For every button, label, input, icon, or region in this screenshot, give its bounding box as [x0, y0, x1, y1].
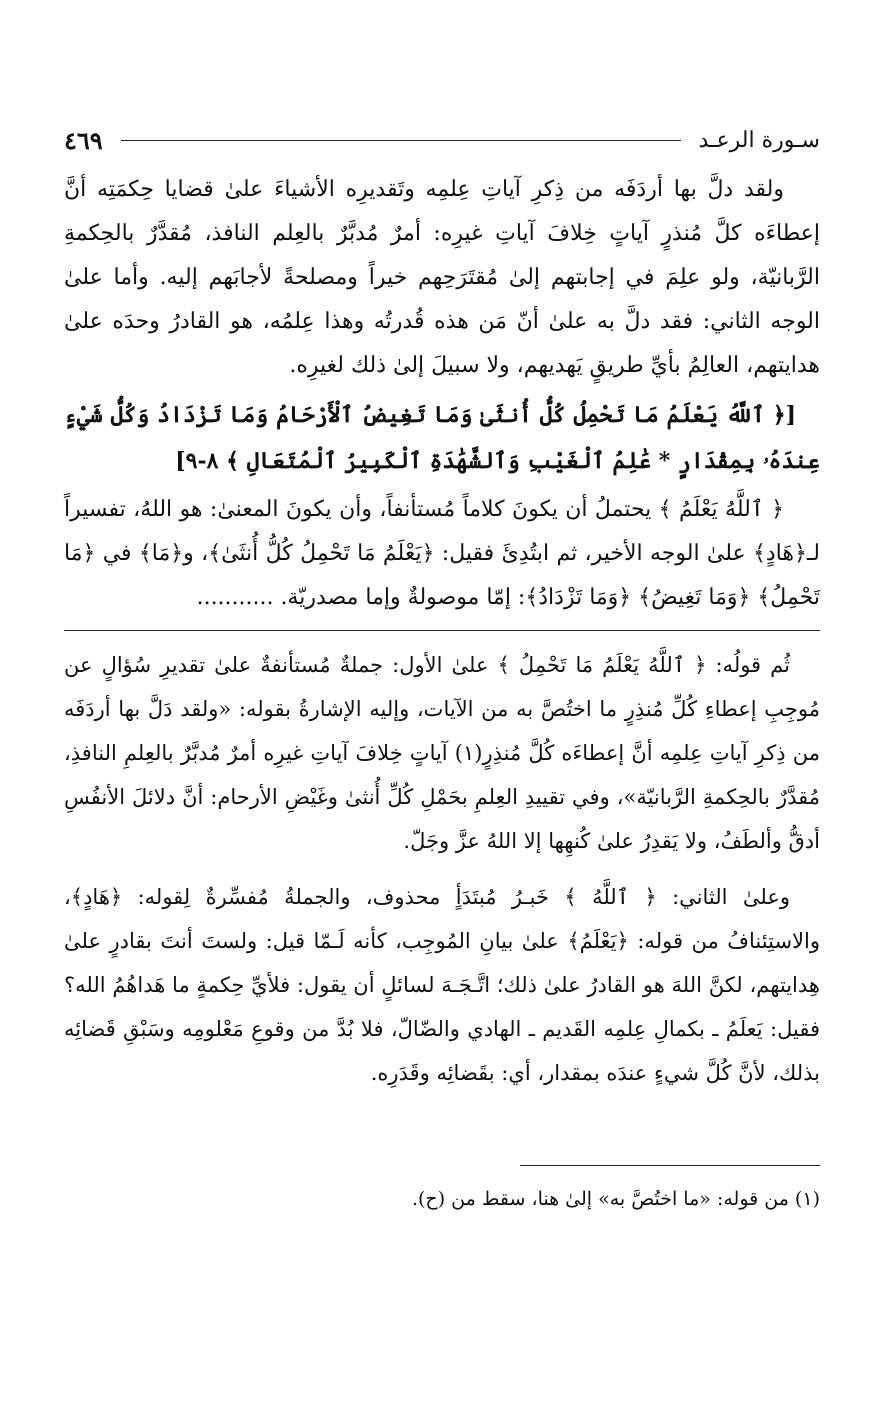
footnote-separator [520, 1165, 820, 1166]
commentary-section [64, 643, 820, 1095]
document-page [64, 112, 820, 1214]
quran-verse-block: [﴿ ٱللَّهُ يَعْلَمُ مَا تَحْمِلُ كُلُّ أُنثَىٰ وَمَا تَغِيضُ ٱلْأَرْحَامُ وَمَا تَزْدَادُ وَكُلُّ شَيْءٍ عِندَهُۥ بِمِقْدَارٍ * عَٰلِمُ ٱلْغَيْبِ وَٱلشَّهَٰدَةِ ٱلْكَبِيرُ ٱلْمُتَعَالِ ﴾ ٨-٩] [64, 402, 820, 474]
main-paragraph-2: ﴿ ٱللَّهُ يَعْلَمُ ﴾ يحتملُ أن يكونَ كلاماً مُستأنفاً، وأن يكونَ المعنىٰ: هو اللهُ، تفسيراً لـ﴿هَادٍ﴾ علىٰ الوجه الأخير، ثم ابتُدِئَ فقيل: ﴿يَعْلَمُ مَا تَحْمِلُ كُلُّ أُنثَىٰ﴾، و﴿مَا﴾ في ﴿مَا تَحْمِلُ﴾ ﴿وَمَا تَغِيضُ﴾ ﴿وَمَا تَزْدَادُ﴾: إمّا موصولةٌ وإما مصدريّة. ........... [64, 497, 820, 610]
main-paragraph-1: ولقد دلَّ بها أردَفَه من ذِكرِ آياتِ عِلمِه وتَقديرِه الأشياءَ علىٰ قضايا حِكمَتِه أنَّ إعطاءَه كلَّ مُنذرٍ آياتٍ خِلافَ آياتِ غيرِه: أمرٌ مُدبَّرٌ بالعِلم النافذ، مُقدَّرٌ بالحِكمةِ الرَّبانيّة، ولو علِمَ في إجابتهم إلىٰ مُقتَرَحِهم خيراً ومصلحةً لأجابَهم إليه. وأما علىٰ الوجه الثاني: فقد دلَّ به علىٰ أنّ مَن هذه قُدرتُه وهذا عِلمُه، هو القادرُ وحدَه علىٰ هدايتهم، العالِمُ بأيِّ طريقٍ يَهديهم، ولا سبيلَ إلىٰ ذلك لغيرِه. [64, 177, 820, 378]
surah-title: سـورة الرعـد [698, 127, 820, 153]
header-rule [121, 140, 681, 141]
page-number: ٤٦٩ [64, 125, 103, 155]
main-text [64, 168, 820, 620]
page-header [64, 112, 820, 168]
commentary-paragraph-1: ثُم قولُه: ﴿ ٱللَّهُ يَعْلَمُ مَا تَحْمِلُ ﴾ علىٰ الأول: جملةٌ مُستأنفةٌ علىٰ تقديرِ سُؤالٍ عن مُوجِبِ إعطاءِ كُلِّ مُنذِرٍ ما اختُصَّ به من الآيات، وإليه الإشارةُ بقوله: «ولقد دَلَّ بها أردَفَه من ذِكرِ آياتِ عِلمِه أنَّ إعطاءَه كُلَّ مُنذِرٍ(١) آياتٍ خِلافَ آياتِ غيرِه أمرٌ مُدبَّرٌ بالعِلمِ النافذِ، مُقدَّرٌ بالحِكمةِ الرَّبانيّة»، وفي تقييدِ العِلمِ بحَمْلِ كُلِّ أُنثىٰ وغَيْضِ الأرحام: أنَّ دلائلَ الأنفُسِ أدقُّ وألطَفُ، ولا يَقدِرُ علىٰ كُنهِها إلا اللهُ عزَّ وجَلّ. [64, 653, 820, 853]
commentary-paragraph-2: وعلىٰ الثاني: ﴿ ٱللَّهُ ﴾ خَبـرُ مُبتَدَأٍ محذوف، والجملةُ مُفسِّرةٌ لِقوله: ﴿هَادٍ﴾، والاستِئنافُ من قوله: ﴿يَعْلَمُ﴾ علىٰ بيانِ المُوجِب، كأنه لَـمّا قيل: ولستَ أنتَ بقادرٍ علىٰ هِدايتهم، لكنَّ اللهَ هو القادرُ علىٰ ذلك؛ اتَّـجَـهَ لسائلٍ أن يقول: فلأيِّ حِكمةٍ ما هَداهُمُ الله؟ فقيل: يَعلَمُ ـ بكمالِ عِلمِه القَديم ـ الهادي والضّالّ، فلا بُدَّ من وقوعِ مَعْلومِه وسَبْقِ قَضائِه بذلك، لأنَّ كُلَّ شيءٍ عندَه بمقدار، أي: بقَضائِه وقَدَرِه. [64, 885, 820, 1085]
commentary-divider [64, 630, 820, 631]
footnote: (١) من قوله: «ما اختُصَّ به» إلىٰ هنا، سقط من (ح). [411, 1188, 820, 1210]
